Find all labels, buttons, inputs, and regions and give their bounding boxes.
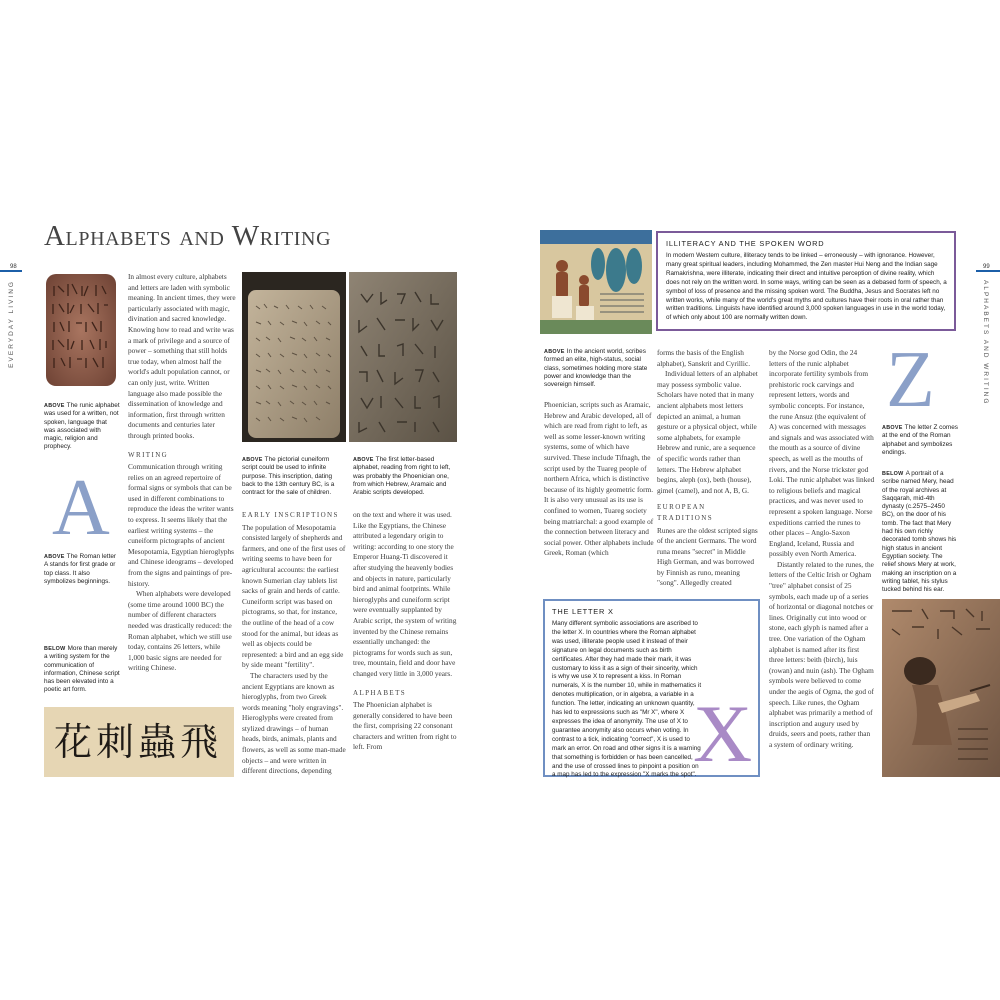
letter-x-box <box>543 599 760 777</box>
column-5 <box>657 348 761 589</box>
column-2 <box>242 510 346 777</box>
column-6 <box>769 348 875 751</box>
illiteracy-box-text: In modern Western culture, illiteracy tends to be linked – erroneously – with ignorance. However, many great spiritual leaders, including Mohammed, the Zen master Hui Neng and the Indian sage Ramakrishna, were illiterate, indicating their direct and intuitive perception of divine reality, which does not rely on the written word. In some ways, writing can be seen as a debased form of speech, a symbol of loss of presence and the missing spoken word. The Buddha, Jesus and Socrates left no written works, while many of the world's great myths and cultures have their roots in oral rather than written traditions. Linguists have identified around 3,000 spoken languages in use in the world today, of which only about 100 are normally written down. <box>666 252 947 322</box>
column-4 <box>544 400 658 559</box>
alphabets-heading: ALPHABETS <box>353 688 407 697</box>
column-6-paragraph-2: Distantly related to the runes, the letters of the Celtic Irish or Ogham "tree" alphabet consist of 25 symbols, each made up of a series of horizontal or diagonal notches or lines. Originally cut into wood or stone, each glyph is named after a tree. One variation of the Ogham alphabet is named after its first three letters: beith (birch), luis (rowan) and nuin (ash). The Ogham symbols were believed to come under the aegis of Ogma, the god of speech. Like runes, the Ogham alphabet was primarily a method of inscription and augury used by druids, seers and poets, rather than a system of ordinary writing. <box>769 559 874 749</box>
cuneiform-caption: ABOVE The pictorial cuneiform script could be used to infinite purpose. This inscription, dating back to the 13th century BC, is a contract for the sale of children. <box>242 456 335 497</box>
cuneiform-tablet-image <box>242 272 346 442</box>
letter-a-caption: ABOVE The Roman letter A stands for first grade or top class. It also symbolizes beginnings. <box>44 553 117 585</box>
chinese-calligraphy-panel <box>44 707 234 777</box>
writing-paragraph-1: Communication through writing relies on an agreed repertoire of formal signs or symbols that can be used in different combinations to reproduce the ideas the writer wants to express. It seems likely that the earliest writing systems – the cuneiform pictographs of ancient Mesopotamia, Egyptian hieroglyphs and Chinese ideograms – developed from the signs and paintings of pre-history. <box>128 462 234 588</box>
alphabets-paragraph: The Phoenician alphabet is generally considered to have been the first, comprising 22 consonant characters and written from right to left. From <box>353 700 457 752</box>
mery-relief-image <box>882 599 1000 777</box>
letter-z-caption: ABOVE The letter Z comes at the end of the Roman alphabet and symbolizes endings. <box>882 424 958 456</box>
letter-a-glyph: A <box>52 464 110 552</box>
early-inscriptions-paragraph-1: The population of Mesopotamia consisted largely of shepherds and farmers, and one of the first uses of writing seems to have been for agricultural accounts: the earliest known Sumerian clay tablets list sacks of grain and herds of cattle. Cuneiform script was based on pictograms, so that, for instance, the outline of the head of a cow stood for the animal, but ideas as well as objects could be represented: a bird and an egg side by side meant "fertility". <box>242 522 346 670</box>
letter-x-box-text: Many different symbolic associations are ascribed to the letter X. In countries where the Roman alphabet was used, illiterate people used it instead of their signature on legal documents such as birth certificates. After they had made their mark, it was customary to kiss it as a sign of their sincerity, which is why we use X to represent a kiss. In Roman numerals, X is the number 10, while in mathematics it denotes multiplication, or in algebra, a variable in a function. The letter, indicating an unknown quantity, has led to expressions such as "Mr X", where X expresses the idea of anonymity. The use of X to guarantee anonymity also occurs when voting. In contrast to a tick, indicating "correct", X is used to mark an error. On road and other signs it is a warning that something is forbidden or has been cancelled, and the use of crossed lines to pinpoint a position on a map has led to the expression "X marks the spot". <box>552 620 702 779</box>
runic-tablet-image <box>44 272 118 388</box>
intro-paragraph: In almost every culture, alphabets and letters are laden with symbolic meaning. In ancient times, they were particularly associated with magic, divination and sacred knowledge. Knowing how to read and write was a mark of privilege and a source of power – something that still holds true today, when almost half the world's adult population cannot, or can only just, write. Written language also made possible the dissemination of knowledge and information, first through written documents and centuries later through printed books. <box>128 272 236 440</box>
right-page-number: 99 <box>983 264 990 270</box>
egyptian-scribes-image <box>540 230 652 334</box>
right-running-head: ALPHABETS AND WRITING <box>982 280 989 406</box>
early-inscriptions-paragraph-2: The characters used by the ancient Egyptians are known as hieroglyphs, from two Greek words meaning "holy engravings". Hieroglyphs were created from stylized drawings – of human heads, birds, animals, plants and flowers, as well as some man-made objects – and were written in different directions, depending <box>242 670 346 776</box>
column-4-paragraph: Phoenician, scripts such as Aramaic, Hebrew and Arabic developed, all of which are read from right to left, as well as some lesser-known writing systems, some of which have survived. These include Tifnagh, the script used by the Tuareg people of northern Africa, which is distinctive because of its highly geometric form. It is also very unusual as its use is confined to women, Tuareg society being matriarchal: a good example of the connection between literacy and social power. Other alphabets include Greek, Roman (which <box>544 400 654 558</box>
page-tab-left <box>0 270 22 272</box>
phoenician-caption: ABOVE The first letter-based alphabet, reading from right to left, was probably the Phoenician one, from which Hebrew, Aramaic and Arabic scripts developed. <box>353 456 451 497</box>
column-1 <box>128 272 236 674</box>
runic-caption: ABOVE The runic alphabet was used for a written, not spoken, language that was associated with magic, religion and prophecy. <box>44 402 120 451</box>
column-3-paragraph-1: on the text and where it was used. Like the Egyptians, the Chinese attributed a legendary origin to writing: according to one story the Emperor Huang-Ti discovered it after studying the heavenly bodies and objects in nature, particularly bird and animal footprints. While hieroglyphs and cuneiform script were eventually supplanted by Arabic script, the system of writing invented by the Chinese remains essentially unchanged: the pictograms for words such as sun, tree, mountain, field and door have changed very little in 3,000 years. <box>353 510 457 678</box>
left-running-head: EVERYDAY LIVING <box>8 280 15 368</box>
illiteracy-box-title: ILLITERACY AND THE SPOKEN WORD <box>666 239 825 248</box>
column-5-paragraph-1: forms the basis of the English alphabet), Sanskrit and Cyrillic. <box>657 348 751 368</box>
illiteracy-box <box>656 231 956 331</box>
early-inscriptions-heading: EARLY INSCRIPTIONS <box>242 511 339 519</box>
letter-z-glyph: Z <box>886 336 935 424</box>
writing-paragraph-2: When alphabets were developed (some time around 1000 BC) the number of different characters needed was drastically reduced: the Roman alphabet, which we still use today, contains 26 letters, while 1,000 basic signs are needed for writing Chinese. <box>128 589 232 673</box>
column-6-paragraph-1: by the Norse god Odin, the 24 letters of the runic alphabet incorporate fertility symbols from prehistoric rock carvings and represent letters, words and symbolic concepts. For instance, the rune Ansuz (the equivalent of A) was concerned with messages and signals and was associated with the mouth as a source of divine speech, as well as the mouths of rivers, and the Norse trickster god Loki. The runic alphabet was linked to religious beliefs and magical practices, and was never used to represent a spoken language. Norse expeditions carried the runes to other places – Anglo-Saxon England, Iceland, Russia and possibly even North America. <box>769 348 875 559</box>
page-tab-right <box>976 270 1000 272</box>
column-5-paragraph-3: Runes are the oldest scripted signs of the ancient Germans. The word runa means "secret" in Middle High German, and was borrowed by Finnish as runo, meaning "song". Allegedly created <box>657 525 758 588</box>
column-3 <box>353 510 457 753</box>
writing-heading: WRITING <box>128 450 169 459</box>
european-traditions-heading: EUROPEAN TRADITIONS <box>657 503 713 522</box>
letter-x-glyph: X <box>693 688 753 779</box>
phoenician-stele-image <box>349 272 457 442</box>
scribes-caption: ABOVE In the ancient world, scribes formed an elite, high-status, social class, sometimes holding more state power and knowledge than the sovereign himself. <box>544 348 648 389</box>
letter-x-box-title: THE LETTER X <box>552 607 614 616</box>
chinese-caption: BELOW More than merely a writing system for the communication of information, Chinese script has been elevated into a poetic art form. <box>44 645 120 694</box>
left-page-number: 98 <box>10 264 17 270</box>
page-title: Alphabets and Writing <box>44 220 332 252</box>
chinese-glyphs: 花刺蟲飛 <box>54 720 223 764</box>
mery-caption: BELOW A portrait of a scribe named Mery, head of the royal archives at Saqqarah, mid-4th dynasty (c.2575–2450 BC), on the door of his tomb. The fact that Mery had his own richly decorated tomb shows his high status in ancient Egyptian society. The relief shows Mery at work, making an inscription on a writing tablet, his stylus tucked behind his ear. <box>882 470 957 594</box>
column-5-paragraph-2: Individual letters of an alphabet may possess symbolic value. Scholars have noted that in many ancient alphabets most letters depicted an animal, a human gesture or a physical object, while some alphabets, for example Hebrew and runic, are a sequence of specific words rather than letters. The Hebrew alphabet begins, aleph (ox), beth (house), gimel (camel), and not A, B, G. <box>657 369 758 495</box>
